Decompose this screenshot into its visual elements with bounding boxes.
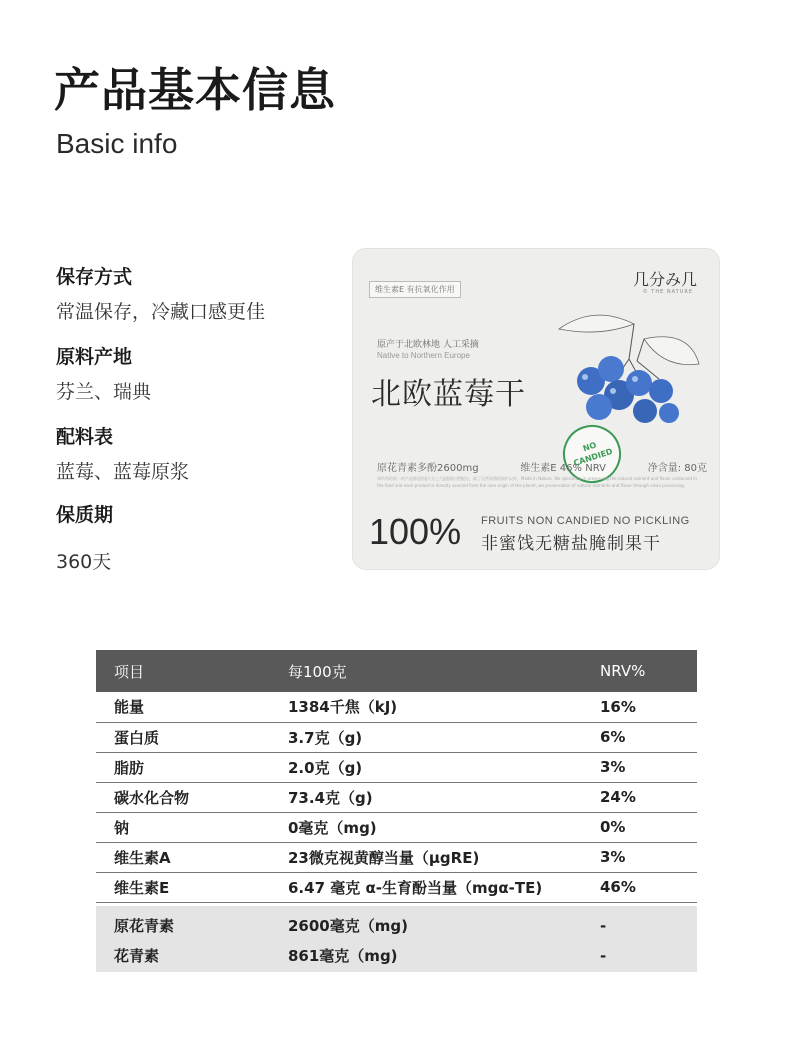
cell-amount: 3.7克（g) — [270, 722, 582, 752]
info-label: 原料产地 — [56, 346, 133, 368]
cell-amount: 23微克视黄醇当量（μgRE) — [270, 842, 582, 872]
table-row — [96, 842, 697, 872]
info-value: 芬兰、瑞典 — [56, 381, 152, 403]
cell-nrv: 46% — [582, 872, 697, 902]
cell-nrv: 0% — [582, 812, 697, 842]
page-subtitle: Basic info — [56, 128, 178, 159]
table-header-row — [96, 650, 697, 692]
package-origin-en: Native to Northern Europe — [377, 351, 470, 360]
table-row — [96, 752, 697, 782]
cell-amount: 2600毫克（mg) — [270, 906, 582, 939]
cell-nrv: - — [582, 906, 697, 939]
info-value: 常温保存，冷藏口感更佳 — [56, 301, 266, 323]
cell-item: 脂肪 — [96, 752, 270, 782]
header-nrv: NRV% — [582, 650, 697, 692]
cell-amount: 6.47 毫克 α-生育酚当量（mgα-TE) — [270, 872, 582, 902]
cell-amount: 861毫克（mg) — [270, 939, 582, 972]
cell-item: 蛋白质 — [96, 722, 270, 752]
table-row — [96, 872, 697, 902]
info-label: 配料表 — [56, 426, 114, 448]
product-package-image — [352, 248, 720, 570]
table-row-extra — [96, 939, 697, 972]
info-origin — [56, 342, 346, 404]
info-ingredients — [56, 422, 346, 484]
package-slogan-zh: 非蜜饯无糖盐腌制果干 — [481, 534, 661, 554]
cell-item: 维生素A — [96, 842, 270, 872]
table-row — [96, 812, 697, 842]
table-row — [96, 722, 697, 752]
stat-vitamin-e: 维生素E 46% NRV — [520, 463, 606, 474]
info-value: 蓝莓、蓝莓原浆 — [56, 461, 190, 483]
table-row — [96, 782, 697, 812]
info-value: 360天 — [56, 551, 112, 573]
package-slogan-en: FRUITS NON CANDIED NO PICKLING — [481, 515, 690, 527]
cell-nrv: 3% — [582, 752, 697, 782]
blueberry-illustration — [549, 299, 709, 449]
brand-subtext: © THE NATURE — [642, 289, 693, 295]
cell-nrv: 24% — [582, 782, 697, 812]
cell-nrv: 3% — [582, 842, 697, 872]
cell-amount: 2.0克（g) — [270, 752, 582, 782]
cell-amount: 1384千焦（kJ) — [270, 692, 582, 722]
cell-item: 原花青素 — [96, 906, 270, 939]
cell-item: 花青素 — [96, 939, 270, 972]
header-item: 项目 — [96, 650, 270, 692]
cell-nrv: 6% — [582, 722, 697, 752]
nutrition-table — [96, 650, 697, 972]
table-row-extra — [96, 906, 697, 939]
stat-net-weight: 净含量: 80克 — [647, 463, 707, 474]
brand-logo: 几分み几 — [632, 270, 697, 289]
cell-amount: 0毫克（mg) — [270, 812, 582, 842]
package-percent: 100% — [369, 511, 462, 552]
header-per-100g: 每100克 — [270, 650, 582, 692]
info-shelf-life — [56, 500, 346, 574]
table-row — [96, 692, 697, 722]
package-stats — [377, 459, 707, 474]
package-product-name: 北欧蓝莓干 — [371, 377, 526, 412]
package-fine-print: 和所有的第一的产品都坚持‖几分之几‖遵循自然配比，除了自然果酒的保护以外。Made in Nature. We specialize in preserving the natural nutrient and flavor contained in the food and each product is directly sourced from the core origin of the planet, we preservation of natural nutrients and flavor through clean processing. — [377, 476, 697, 488]
stat-anthocyanin: 原花青素多酚2600mg — [377, 463, 479, 474]
cell-item: 能量 — [96, 692, 270, 722]
info-label: 保存方式 — [56, 266, 133, 288]
cell-item: 维生素E — [96, 872, 270, 902]
info-storage — [56, 262, 346, 324]
cell-nrv: 16% — [582, 692, 697, 722]
package-origin: 原产于北欧林地 人工采摘 — [377, 340, 479, 350]
cell-amount: 73.4克（g) — [270, 782, 582, 812]
package-tag: 维生素E 有抗氧化作用 — [369, 281, 461, 298]
cell-item: 碳水化合物 — [96, 782, 270, 812]
page-title: 产品基本信息 — [54, 63, 336, 117]
cell-item: 钠 — [96, 812, 270, 842]
no-candied-stamp: NO CANDIED — [555, 417, 628, 490]
info-label: 保质期 — [56, 504, 114, 526]
cell-nrv: - — [582, 939, 697, 972]
